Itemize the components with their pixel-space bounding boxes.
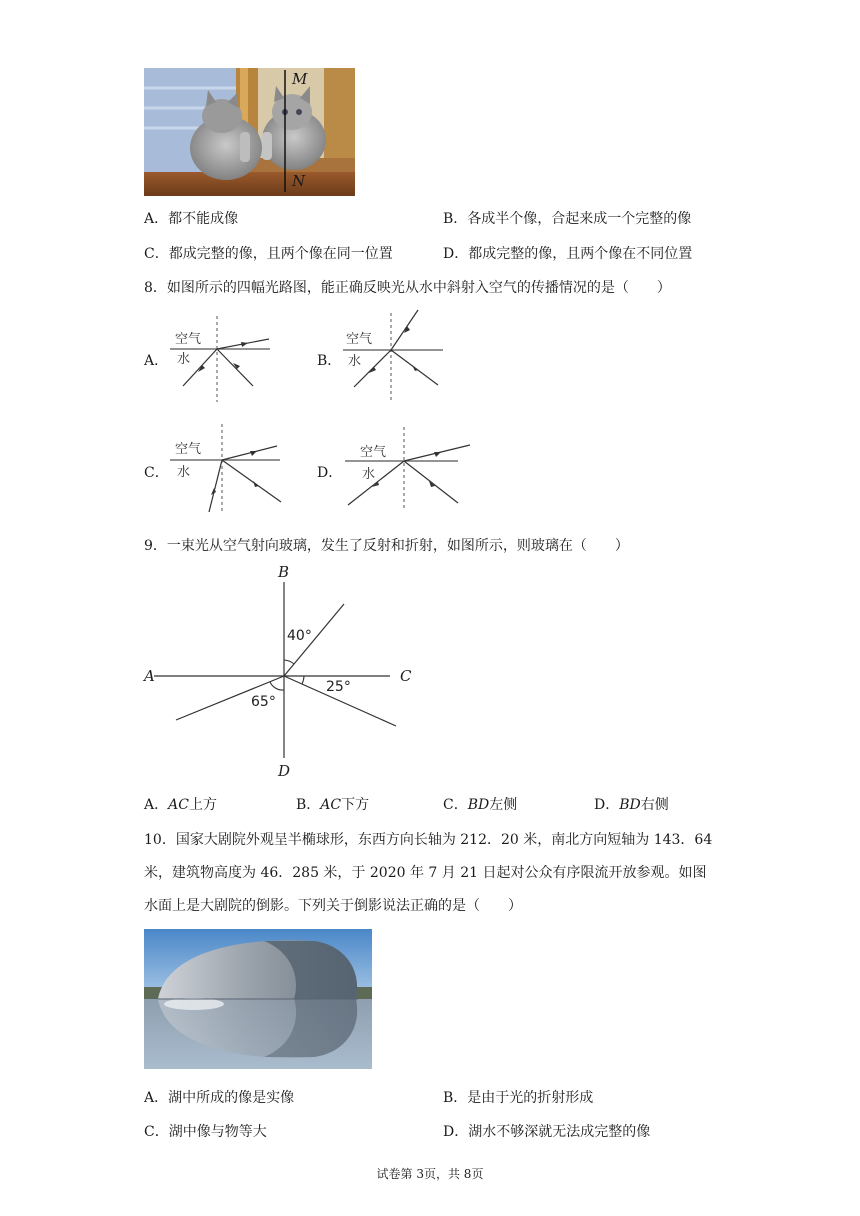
page-footer: 试卷第 3页，共 8页 [376, 1167, 484, 1181]
q8-label-d: D． [317, 465, 343, 481]
q8d-air-label: 空气 [360, 445, 387, 460]
q7-option-c: C．都成完整的像，且两个像在同一位置 [144, 246, 393, 262]
q8b-air-label: 空气 [346, 332, 373, 347]
q9-option-a: A．AC上方 [144, 797, 217, 813]
q10-stem-line3: 水面上是大剧院的倒影。下列关于倒影说法正确的是（ ） [144, 898, 522, 914]
q8-diagram-d [340, 425, 475, 510]
q9-angle-diagram [140, 560, 430, 780]
q9-stem: 9．一束光从空气射向玻璃，发生了反射和折射，如图所示，则玻璃在（ ） [144, 538, 629, 554]
cat-mirror-photo [144, 68, 355, 196]
q8a-water-label: 水 [177, 352, 191, 367]
mirror-label-n: N [292, 172, 306, 190]
q8c-water-label: 水 [177, 465, 191, 480]
q8d-water-label: 水 [362, 467, 376, 482]
q7-option-a: A．都不能成像 [144, 211, 239, 227]
q10-stem-line2: 米，建筑物高度为 46．285 米，于 2020 年 7 月 21 日起对公众有序限流开放参观。如图 [144, 865, 707, 881]
q9-point-d: D [278, 762, 291, 780]
mirror-label-m: M [292, 70, 308, 88]
q10-stem-line1: 10．国家大剧院外观呈半椭球形，东西方向长轴为 212．20 米，南北方向短轴为 143．64 [144, 832, 713, 848]
q10-option-c: C．湖中像与物等大 [144, 1124, 267, 1140]
q9-angle-40: 40° [287, 628, 312, 644]
q8-diagram-c [165, 422, 285, 514]
q7-option-b: B．各成半个像，合起来成一个完整的像 [443, 211, 692, 227]
q8c-air-label: 空气 [175, 442, 202, 457]
q9-option-b: B．AC下方 [296, 797, 370, 813]
grand-theatre-photo [144, 929, 372, 1069]
q9-option-c: C．BD左侧 [443, 797, 518, 813]
q8-diagram-b [338, 305, 448, 405]
q9-angle-65: 65° [251, 694, 276, 710]
q9-point-a: A [144, 667, 155, 685]
q8a-air-label: 空气 [175, 332, 202, 347]
q9-point-c: C [400, 667, 412, 685]
q10-option-a: A．湖中所成的像是实像 [144, 1090, 295, 1106]
q8-diagram-a [165, 312, 275, 404]
q8-label-a: A． [144, 353, 169, 369]
q10-option-b: B．是由于光的折射形成 [443, 1090, 594, 1106]
q8-stem: 8．如图所示的四幅光路图，能正确反映光从水中斜射入空气的传播情况的是（ ） [144, 280, 671, 296]
q7-option-d: D．都成完整的像，且两个像在不同位置 [443, 246, 693, 262]
q8-label-c: C． [144, 465, 169, 481]
q9-angle-25: 25° [326, 679, 351, 695]
q10-option-d: D．湖水不够深就无法成完整的像 [443, 1124, 651, 1140]
q8-label-b: B． [317, 353, 342, 369]
q9-point-b: B [278, 563, 290, 581]
q9-option-d: D．BD右侧 [594, 797, 669, 813]
q8b-water-label: 水 [348, 354, 362, 369]
